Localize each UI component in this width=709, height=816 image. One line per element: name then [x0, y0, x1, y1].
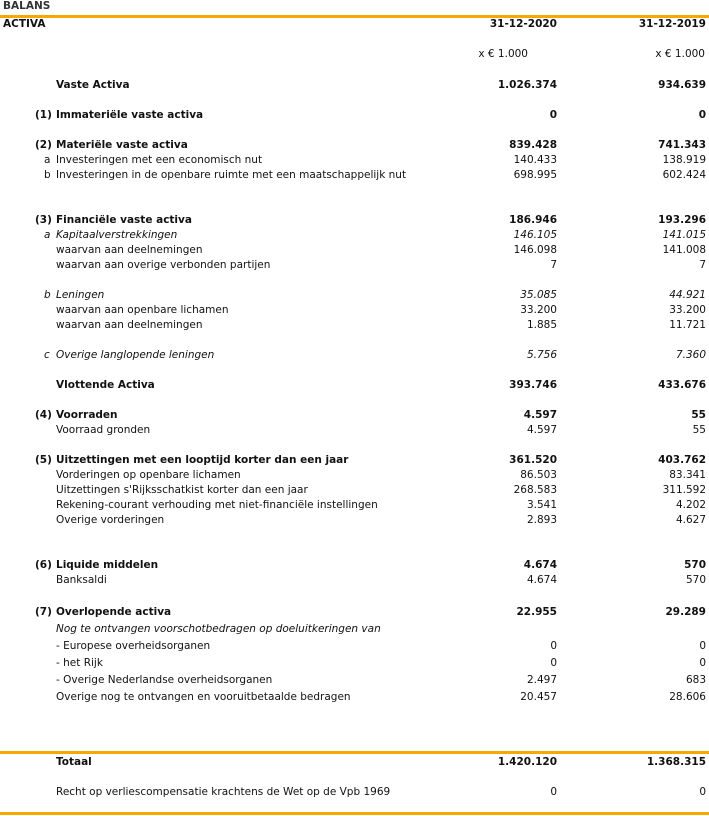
value-2020: 4.674	[523, 559, 557, 571]
value-2020: 5.756	[526, 349, 557, 361]
column-header-2019: 31-12-2019	[638, 18, 706, 30]
row-label: Rekening-courant verhouding met niet-financiële instellingen	[56, 499, 378, 511]
row-label: Liquide middelen	[56, 559, 159, 571]
divider-total	[0, 751, 709, 754]
value-2019: 29.289	[665, 606, 706, 618]
value-2019: 141.015	[662, 229, 706, 241]
value-2020: 0	[550, 640, 557, 652]
table-row	[0, 498, 709, 513]
table-row	[0, 138, 709, 153]
row-label: Materiële vaste activa	[56, 139, 188, 151]
table-row	[0, 622, 709, 637]
row-letter: b	[44, 289, 51, 301]
value-2020: 3.541	[526, 499, 557, 511]
row-label: Recht op verliescompensatie krachtens de Wet op de Vpb 1969	[56, 786, 391, 798]
row-label: Immateriële vaste activa	[56, 109, 204, 121]
value-2020: 268.583	[513, 484, 557, 496]
value-2020: 146.105	[513, 229, 557, 241]
table-row	[0, 348, 709, 363]
table-row	[0, 673, 709, 688]
value-2019: 1.368.315	[646, 756, 706, 768]
value-2019: 83.341	[669, 469, 706, 481]
value-2020: 2.497	[526, 674, 557, 686]
row-number: (4)	[35, 409, 52, 421]
row-label: Overlopende activa	[56, 606, 172, 618]
row-label: - het Rijk	[56, 657, 103, 669]
value-2019: 311.592	[662, 484, 706, 496]
table-row	[0, 605, 709, 620]
value-2019: 55	[691, 409, 706, 421]
value-2019: 0	[699, 657, 706, 669]
value-2019: 11.721	[669, 319, 706, 331]
table-row	[0, 453, 709, 468]
value-2020: 0	[550, 657, 557, 669]
value-2020: 4.674	[526, 574, 557, 586]
table-row	[0, 318, 709, 333]
value-2020: 361.520	[509, 454, 557, 466]
row-letter: c	[44, 349, 50, 361]
value-2020: 0	[550, 786, 557, 798]
row-label: Overige nog te ontvangen en vooruitbetaalde bedragen	[56, 691, 351, 703]
row-label: Overige langlopende leningen	[56, 349, 215, 361]
table-row	[0, 153, 709, 168]
value-2020: 1.026.374	[497, 79, 557, 91]
table-row	[0, 423, 709, 438]
row-number: (1)	[35, 109, 52, 121]
value-2019: 4.627	[675, 514, 706, 526]
table-row	[0, 468, 709, 483]
table-row	[0, 483, 709, 498]
value-2019: 433.676	[658, 379, 706, 391]
table-row	[0, 558, 709, 573]
row-number: (2)	[35, 139, 52, 151]
row-label: Voorraden	[56, 409, 118, 421]
value-2020: 22.955	[516, 606, 557, 618]
value-2020: 86.503	[520, 469, 557, 481]
table-row	[0, 168, 709, 183]
divider-bottom	[0, 812, 709, 815]
value-2020: 4.597	[523, 409, 557, 421]
value-2019: 55	[692, 424, 706, 436]
section-title: ACTIVA	[3, 18, 46, 30]
value-2020: 839.428	[509, 139, 557, 151]
row-label: Kapitaalverstrekkingen	[56, 229, 178, 241]
page-title: BALANS	[3, 0, 51, 12]
row-number: (6)	[35, 559, 52, 571]
row-label: Financiële vaste activa	[56, 214, 192, 226]
value-2019: 4.202	[675, 499, 706, 511]
row-label: - Europese overheidsorganen	[56, 640, 211, 652]
row-letter: a	[44, 229, 51, 241]
value-2020: 1.420.120	[497, 756, 557, 768]
value-2019: 934.639	[658, 79, 706, 91]
value-2020: 186.946	[509, 214, 557, 226]
row-label: - Overige Nederlandse overheidsorganen	[56, 674, 273, 686]
table-row	[0, 243, 709, 258]
table-row	[0, 785, 709, 800]
row-label: Voorraad gronden	[56, 424, 151, 436]
value-2019: 403.762	[658, 454, 706, 466]
row-label: Overige vorderingen	[56, 514, 165, 526]
table-row	[0, 690, 709, 705]
value-2020: 140.433	[513, 154, 557, 166]
row-number: (3)	[35, 214, 52, 226]
row-label: waarvan aan deelnemingen	[56, 319, 203, 331]
row-label: waarvan aan overige verbonden partijen	[56, 259, 271, 271]
table-row	[0, 258, 709, 273]
value-2019: 570	[684, 559, 706, 571]
value-2020: 1.885	[526, 319, 557, 331]
value-2020: 393.746	[509, 379, 557, 391]
table-row	[0, 639, 709, 654]
row-label: Investeringen met een economisch nut	[56, 154, 263, 166]
value-2019: 141.008	[662, 244, 706, 256]
value-2019: 0	[699, 786, 706, 798]
value-2019: 683	[685, 674, 706, 686]
value-2019: 7.360	[675, 349, 706, 361]
row-label: Leningen	[56, 289, 105, 301]
value-2020: 146.098	[513, 244, 557, 256]
table-row	[0, 408, 709, 423]
value-2019: 741.343	[658, 139, 706, 151]
value-2020: 4.597	[526, 424, 557, 436]
table-row	[0, 78, 709, 93]
table-row	[0, 656, 709, 671]
value-2020: 0	[549, 109, 557, 121]
table-row	[0, 513, 709, 528]
table-row	[0, 573, 709, 588]
row-letter: b	[44, 169, 51, 181]
row-label: Vorderingen op openbare lichamen	[56, 469, 241, 481]
table-row	[0, 288, 709, 303]
table-row	[0, 213, 709, 228]
unit-2019: x € 1.000	[655, 48, 705, 60]
row-letter: a	[44, 154, 51, 166]
divider-top	[0, 15, 709, 18]
table-row	[0, 228, 709, 243]
row-label: Uitzettingen met een looptijd korter dan een jaar	[56, 454, 349, 466]
unit-2020: x € 1.000	[478, 48, 528, 60]
table-row	[0, 108, 709, 123]
value-2019: 44.921	[669, 289, 706, 301]
table-row	[0, 303, 709, 318]
value-2019: 28.606	[669, 691, 706, 703]
row-label: waarvan aan openbare lichamen	[56, 304, 229, 316]
table-row	[0, 378, 709, 393]
row-number: (7)	[35, 606, 52, 618]
row-label: waarvan aan deelnemingen	[56, 244, 203, 256]
column-header-2020: 31-12-2020	[489, 18, 557, 30]
table-row	[0, 755, 709, 770]
value-2020: 698.995	[513, 169, 557, 181]
value-2019: 0	[699, 640, 706, 652]
row-label: Uitzettingen s'Rijksschatkist korter dan een jaar	[56, 484, 308, 496]
row-label: Investeringen in de openbare ruimte met een maatschappelijk nut	[56, 169, 407, 181]
value-2020: 35.085	[520, 289, 557, 301]
value-2020: 2.893	[526, 514, 557, 526]
value-2020: 7	[550, 259, 557, 271]
row-label: Vaste Activa	[56, 79, 130, 91]
value-2019: 0	[698, 109, 706, 121]
value-2019: 570	[685, 574, 706, 586]
value-2019: 33.200	[669, 304, 706, 316]
value-2019: 7	[699, 259, 706, 271]
row-label: Totaal	[56, 756, 92, 768]
value-2019: 138.919	[662, 154, 706, 166]
value-2020: 33.200	[520, 304, 557, 316]
value-2020: 20.457	[520, 691, 557, 703]
value-2019: 193.296	[658, 214, 706, 226]
row-label: Nog te ontvangen voorschotbedragen op doeluitkeringen van	[56, 623, 381, 635]
row-number: (5)	[35, 454, 52, 466]
value-2019: 602.424	[662, 169, 706, 181]
row-label: Banksaldi	[56, 574, 107, 586]
row-label: Vlottende Activa	[56, 379, 155, 391]
